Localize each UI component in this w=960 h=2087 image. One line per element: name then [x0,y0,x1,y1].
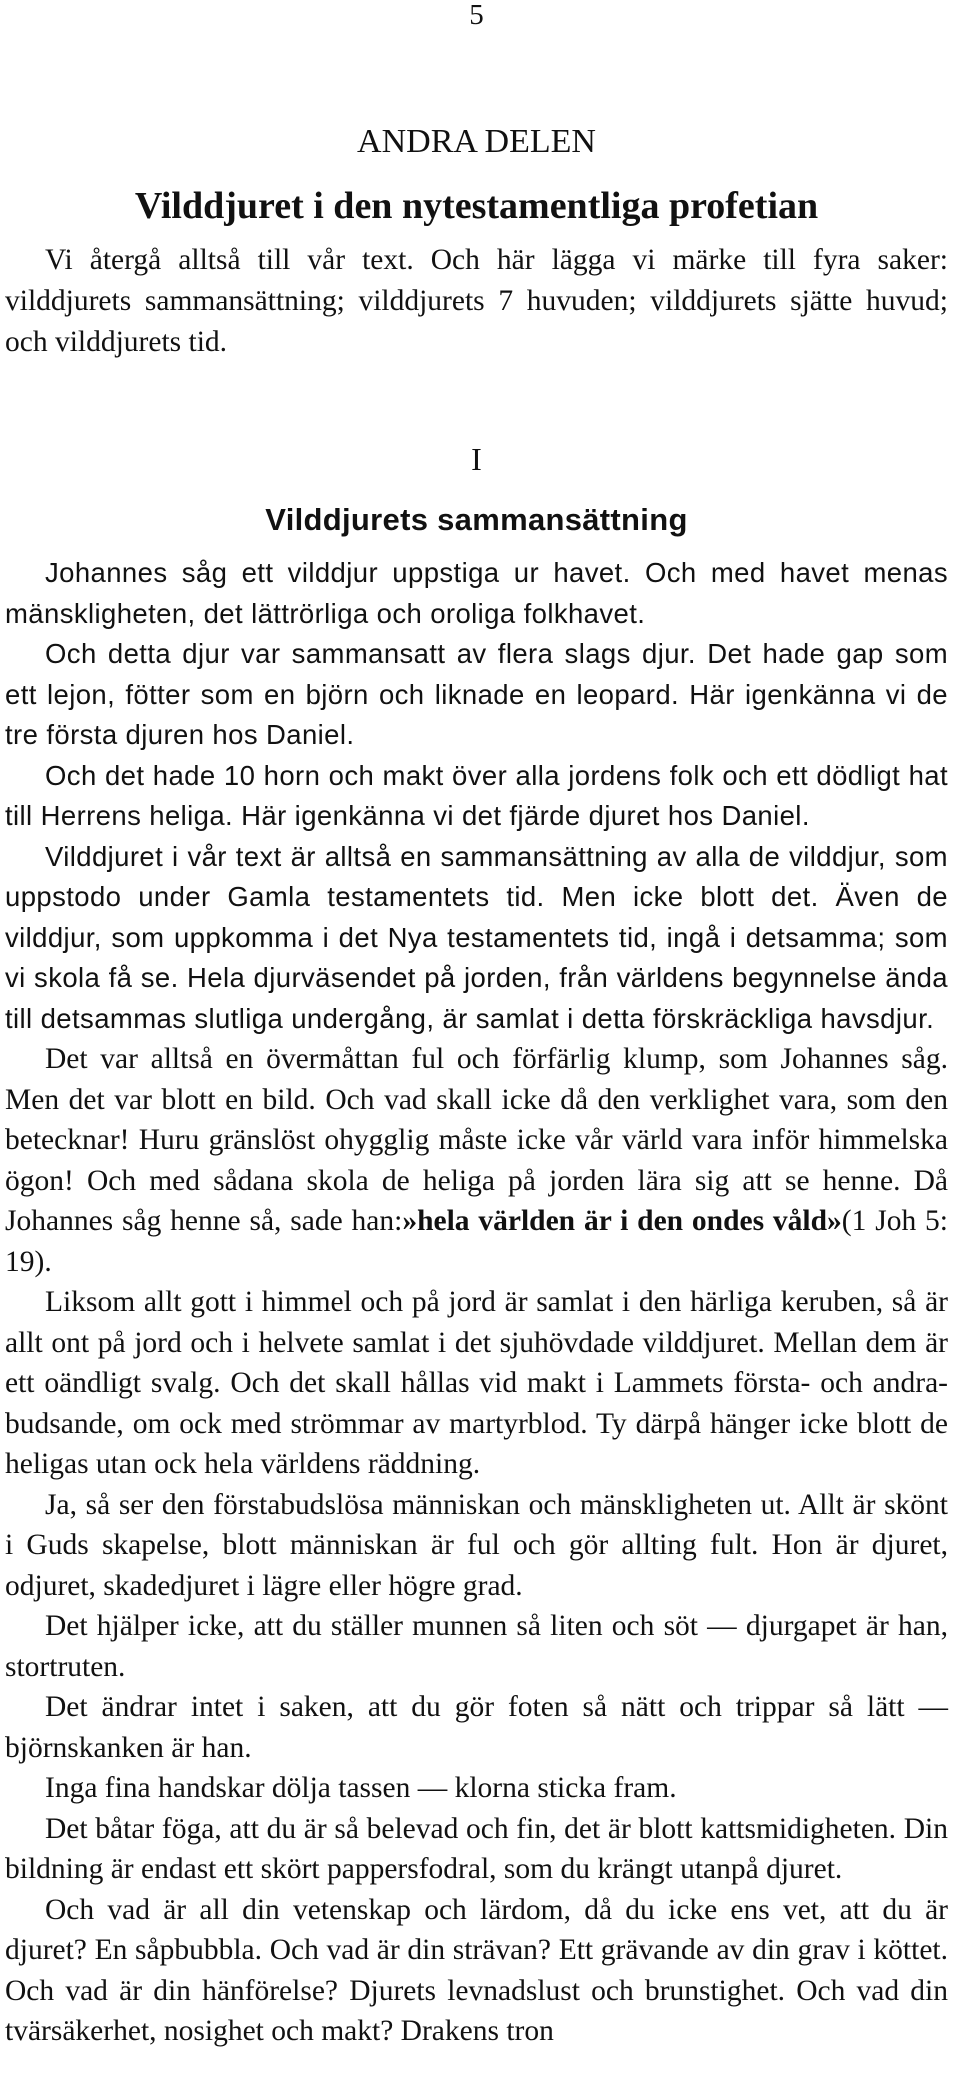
body-paragraph: Det ändrar intet i saken, att du gör foten så nätt och trippar så lätt — björnskanken är han. [5,1691,948,1764]
body-paragraph [5,1039,948,1282]
body-paragraph: Johannes såg ett vilddjur uppstiga ur havet. Och med havet menas mänskligheten, det lättrörliga och oroliga folkhavet. [5,557,948,629]
body-paragraph: Det hjälper icke, att du ställer munnen så liten och söt — djurgapet är han, stortruten. [5,1610,948,1683]
body-paragraph: Och vad är all din vetenskap och lärdom, då du icke ens vet, att du är djuret? En såpbubbla. Och vad är din strävan? Ett grävande av din grav i köttet. Och vad är din hänförelse? Djurets levnadslust och brunstighet. Och vad din tvärsäkerhet, nosighet och makt? Drakens tron [5,1893,948,2047]
body-paragraph: Inga fina handskar dölja tassen — klorna sticka fram. [45,1772,677,1804]
main-title: Vilddjuret i den nytestamentliga profetian [134,185,819,227]
paragraph-text: Det var alltså en övermåttan ful och förfärlig klump, som Johannes såg. Men det var blott en bild. Och vad skall icke då den verklighet vara, som den betecknar! Huru gränslöst ohygglig måste icke vår värld vara inför himmelska ögon! Och med sådana skola de heliga på jorden lära sig att se henne. Då Johannes såg henne så, sade han: [5,1043,948,1237]
body-paragraph: Vilddjuret i vår text är alltså en sammansättning av alla de vilddjur, som uppstodo under Gamla testamentets tid. Men icke blott det. Även de vilddjur, som uppkomma i det Nya testamentets tid, ingå i detsamma; som vi skola få se. Hela djurväsendet på jorden, från världens begynnelse ända till detsammas slutliga undergång, är samlat i detta förskräckliga havsdjur. [5,840,948,1034]
bold-quote: »hela världen är i den ondes våld» [402,1205,842,1237]
page-number: 5 [469,0,484,31]
body-paragraph: Liksom allt gott i himmel och på jord är samlat i den härliga keruben, så är allt ont på jord och i helvete samlat i det sjuhövdade vilddjuret. Mellan dem är ett oändligt svalg. Och det skall hållas vid makt i Lammets första- och andra-budsande, om ock med strömmar av martyrblod. Ty därpå hänger icke blott de heligas utan ock hela världens räddning. [5,1286,948,1480]
section-numeral: I [471,441,482,477]
body-paragraph: Ja, så ser den förstabudslösa människan och mänskligheten ut. Allt är skönt i Guds skapelse, blott människan är ful och gör allting fult. Hon är djuret, odjuret, skadedjuret i lägre eller högre grad. [5,1488,948,1602]
sans-text-block [5,553,948,1039]
citation: (1 Joh 5: 19). [5,1205,948,1278]
body-paragraph: Och detta djur var sammansatt av flera slags djur. Det hade gap som ett lejon, fötter som en björn och liknade en leopard. Här igenkänna vi de tre första djuren hos Daniel. [5,638,948,750]
serif-text-block [5,1039,948,2052]
part-title: ANDRA DELEN [357,123,596,160]
body-paragraph: Det båtar föga, att du är så belevad och fin, det är blott kattsmidigheten. Din bildning är endast ett skört pappersfodral, som du krängt utanpå djuret. [5,1812,948,1885]
section-title: Vilddjurets sammansättning [265,502,688,537]
intro-paragraph: Vi återgå alltså till vår text. Och här lägga vi märke till fyra saker: vilddjurets sammansättning; vilddjurets 7 huvuden; vilddjurets sjätte huvud; och vilddjurets tid. [5,244,948,358]
body-paragraph: Och det hade 10 horn och makt över alla jordens folk och ett dödligt hat till Herrens heliga. Här igenkänna vi det fjärde djuret hos Daniel. [5,759,948,831]
